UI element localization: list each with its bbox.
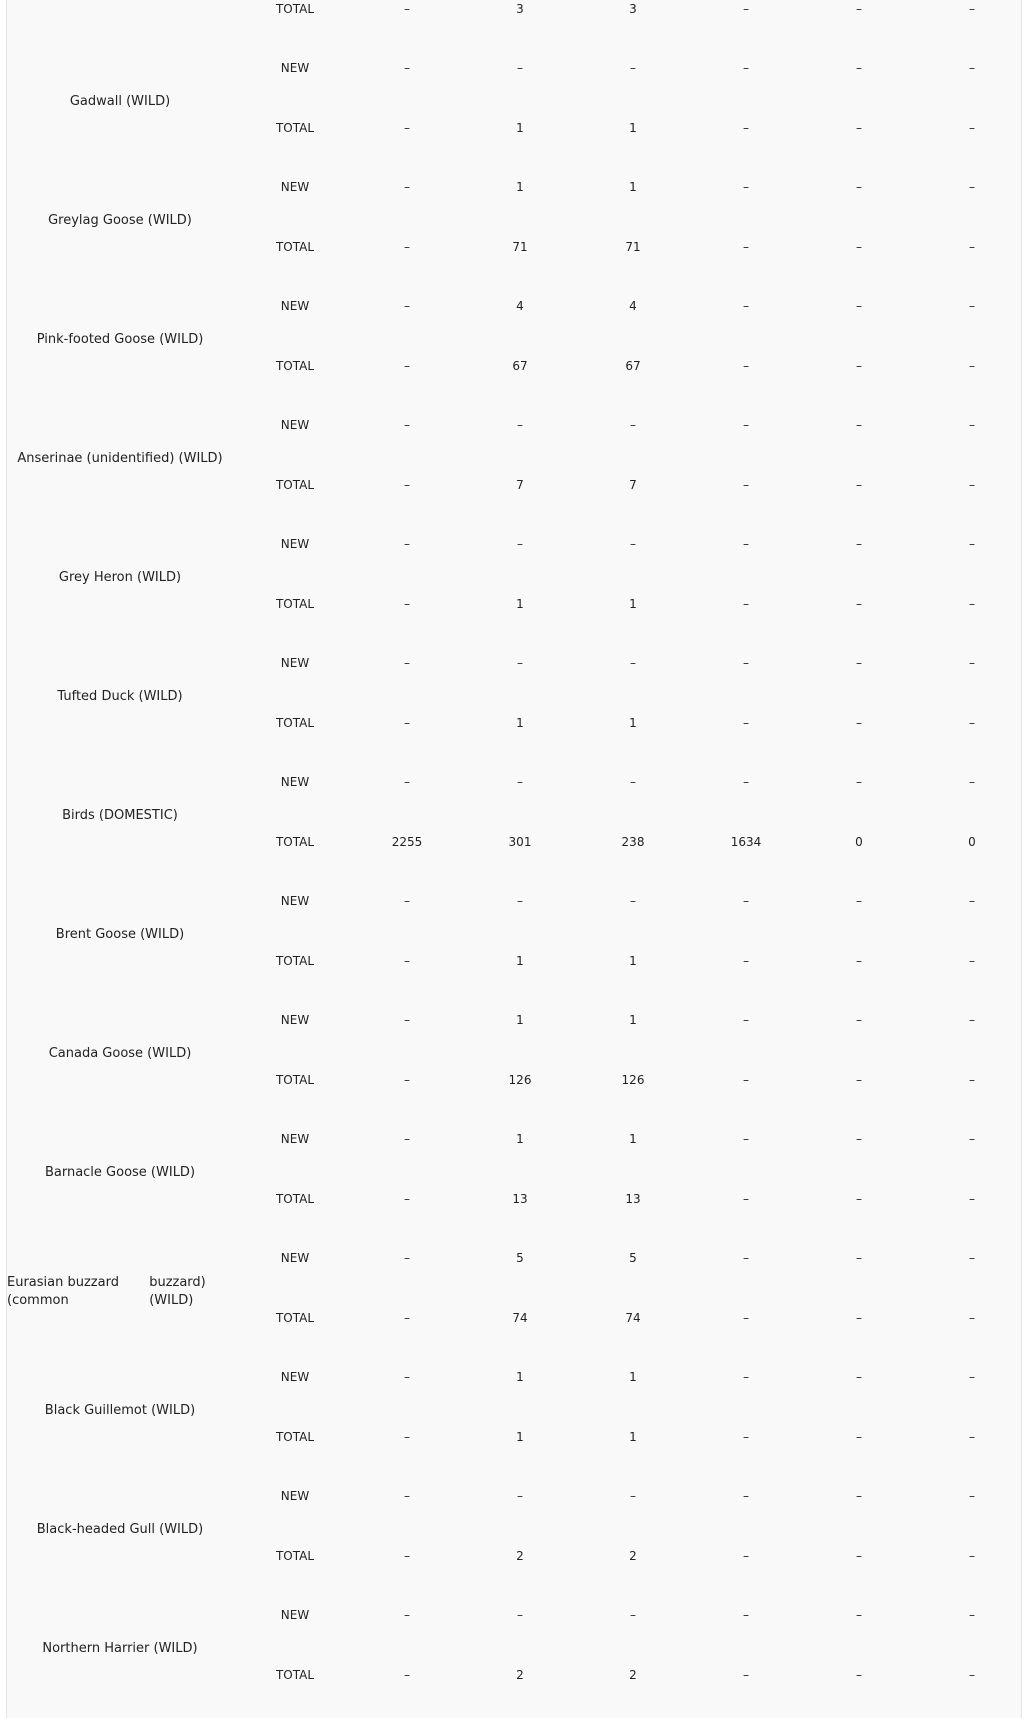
count-cell: – — [969, 1251, 975, 1265]
count-cell: – — [404, 656, 410, 670]
species-name: Gadwall (WILD) — [69, 93, 171, 109]
count-cell: 1 — [629, 1132, 637, 1146]
count-cell: 1 — [516, 1370, 524, 1384]
species-row — [7, 1470, 1021, 1589]
count-cell: – — [743, 1668, 749, 1682]
species-row — [7, 280, 1021, 399]
total-label: TOTAL — [275, 597, 315, 611]
count-cell: 1634 — [730, 835, 762, 849]
total-label: TOTAL — [275, 121, 315, 135]
species-row — [7, 0, 1021, 42]
new-label: NEW — [280, 1370, 310, 1384]
species-row — [7, 756, 1021, 875]
count-cell: – — [743, 180, 749, 194]
new-counts-row — [233, 653, 1021, 673]
count-cell: – — [743, 1013, 749, 1027]
count-cell: – — [404, 180, 410, 194]
species-name: Anserinae (unidentified) (WILD) — [17, 450, 223, 466]
count-cell: – — [404, 954, 410, 968]
species-name-line: Eurasian buzzard (common — [7, 1274, 119, 1308]
count-cell: – — [969, 1132, 975, 1146]
count-cell: 1 — [629, 597, 637, 611]
count-cell: – — [856, 1608, 862, 1622]
count-cell: – — [743, 1311, 749, 1325]
count-cell: – — [969, 1013, 975, 1027]
count-cell: – — [743, 61, 749, 75]
species-row — [7, 875, 1021, 994]
count-cell: 1 — [629, 121, 637, 135]
count-cell: – — [856, 1132, 862, 1146]
count-cell: 3 — [516, 2, 524, 16]
total-label: TOTAL — [275, 716, 315, 730]
count-cell: – — [856, 1370, 862, 1384]
count-cell: – — [517, 61, 523, 75]
count-cell: 0 — [968, 835, 976, 849]
count-cell: – — [743, 359, 749, 373]
count-cell: – — [517, 656, 523, 670]
count-cell: 5 — [516, 1251, 524, 1265]
count-cell: – — [404, 299, 410, 313]
count-cell: 1 — [629, 1013, 637, 1027]
count-cell: – — [743, 1132, 749, 1146]
count-cell: 1 — [516, 1013, 524, 1027]
count-cell: – — [404, 240, 410, 254]
count-cell: – — [969, 1311, 975, 1325]
count-cell: – — [969, 240, 975, 254]
count-cell: – — [969, 359, 975, 373]
species-name-line: buzzard) (WILD) — [149, 1274, 206, 1308]
species-row — [7, 1113, 1021, 1232]
species-name: Black-headed Gull (WILD) — [36, 1521, 204, 1537]
new-label: NEW — [280, 894, 310, 908]
count-cell: – — [743, 716, 749, 730]
count-cell: – — [743, 478, 749, 492]
count-cell: 126 — [621, 1073, 645, 1087]
count-cell: – — [969, 597, 975, 611]
new-counts-row — [233, 415, 1021, 435]
new-counts-row — [233, 891, 1021, 911]
count-cell: – — [856, 537, 862, 551]
species-name: Barnacle Goose (WILD) — [44, 1164, 196, 1180]
count-cell: – — [404, 121, 410, 135]
count-cell: – — [404, 1013, 410, 1027]
count-cell: – — [404, 359, 410, 373]
species-name — [7, 1232, 233, 1351]
new-counts-row — [233, 772, 1021, 792]
count-cell: – — [630, 894, 636, 908]
count-cell: – — [856, 716, 862, 730]
total-label: TOTAL — [275, 1549, 315, 1563]
count-cell: – — [743, 775, 749, 789]
count-cell: – — [969, 2, 975, 16]
species-name: Pink-footed Goose (WILD) — [36, 331, 204, 347]
count-cell: – — [856, 1549, 862, 1563]
count-cell: – — [856, 478, 862, 492]
total-counts-row — [233, 356, 1021, 376]
count-cell: – — [404, 597, 410, 611]
count-cell: – — [743, 1430, 749, 1444]
count-cell: 1 — [629, 716, 637, 730]
count-cell: 7 — [629, 478, 637, 492]
count-cell: – — [517, 418, 523, 432]
count-cell: 1 — [516, 1430, 524, 1444]
count-cell: 1 — [516, 716, 524, 730]
species-name: Northern Harrier (WILD) — [42, 1640, 198, 1656]
count-cell: 1 — [516, 180, 524, 194]
total-label: TOTAL — [275, 478, 315, 492]
table-body — [7, 0, 1021, 1708]
new-counts-row — [233, 1010, 1021, 1030]
count-cell: – — [856, 894, 862, 908]
count-cell: – — [969, 418, 975, 432]
count-cell: – — [743, 1549, 749, 1563]
total-counts-row — [233, 951, 1021, 971]
total-label: TOTAL — [275, 2, 315, 16]
count-cell: – — [630, 775, 636, 789]
new-label: NEW — [280, 1608, 310, 1622]
count-cell: – — [969, 716, 975, 730]
total-counts-row — [233, 0, 1021, 19]
count-cell: 7 — [516, 478, 524, 492]
count-cell: – — [404, 894, 410, 908]
species-name — [7, 0, 233, 42]
new-label: NEW — [280, 1489, 310, 1503]
species-row — [7, 399, 1021, 518]
new-label: NEW — [280, 775, 310, 789]
count-cell: – — [856, 359, 862, 373]
count-cell: – — [517, 1608, 523, 1622]
count-cell: 74 — [625, 1311, 641, 1325]
count-cell: – — [404, 1549, 410, 1563]
total-counts-row — [233, 832, 1021, 852]
new-counts-row — [233, 1605, 1021, 1625]
species-row — [7, 637, 1021, 756]
count-cell: – — [630, 61, 636, 75]
count-cell: 71 — [625, 240, 641, 254]
count-cell: – — [404, 1311, 410, 1325]
count-cell: – — [743, 1073, 749, 1087]
count-cell: – — [630, 537, 636, 551]
count-cell: – — [856, 775, 862, 789]
count-cell: – — [969, 894, 975, 908]
count-cell: – — [404, 716, 410, 730]
count-cell: – — [969, 1370, 975, 1384]
count-cell: – — [856, 597, 862, 611]
species-row — [7, 518, 1021, 637]
count-cell: 2 — [516, 1549, 524, 1563]
new-counts-row — [233, 534, 1021, 554]
count-cell: 13 — [512, 1192, 528, 1206]
count-cell: 1 — [629, 1370, 637, 1384]
count-cell: – — [743, 121, 749, 135]
count-cell: 1 — [516, 597, 524, 611]
count-cell: 74 — [512, 1311, 528, 1325]
count-cell: 67 — [512, 359, 528, 373]
count-cell: – — [969, 1549, 975, 1563]
count-cell: 2 — [629, 1549, 637, 1563]
count-cell: – — [630, 418, 636, 432]
new-counts-row — [233, 58, 1021, 78]
new-counts-row — [233, 1486, 1021, 1506]
species-name: Canada Goose (WILD) — [48, 1045, 192, 1061]
total-label: TOTAL — [275, 240, 315, 254]
count-cell: 67 — [625, 359, 641, 373]
count-cell: 238 — [621, 835, 645, 849]
count-cell: – — [517, 537, 523, 551]
count-cell: – — [404, 1489, 410, 1503]
count-cell: – — [404, 478, 410, 492]
count-cell: 301 — [508, 835, 532, 849]
count-cell: – — [743, 299, 749, 313]
count-cell: – — [856, 299, 862, 313]
count-cell: – — [969, 1608, 975, 1622]
count-cell: 1 — [516, 954, 524, 968]
total-counts-row — [233, 1427, 1021, 1447]
count-cell: – — [743, 418, 749, 432]
new-label: NEW — [280, 656, 310, 670]
total-counts-row — [233, 594, 1021, 614]
count-cell: – — [517, 894, 523, 908]
count-cell: – — [856, 240, 862, 254]
new-counts-row — [233, 1129, 1021, 1149]
count-cell: – — [969, 1668, 975, 1682]
new-counts-row — [233, 1248, 1021, 1268]
count-cell: – — [743, 954, 749, 968]
total-counts-row — [233, 118, 1021, 138]
species-row — [7, 161, 1021, 280]
total-counts-row — [233, 1070, 1021, 1090]
count-cell: 5 — [629, 1251, 637, 1265]
count-cell: – — [404, 1370, 410, 1384]
count-cell: – — [856, 1430, 862, 1444]
count-cell: – — [969, 1489, 975, 1503]
count-cell: – — [404, 61, 410, 75]
count-cell: – — [743, 1192, 749, 1206]
count-cell: – — [856, 1668, 862, 1682]
count-cell: – — [856, 1251, 862, 1265]
count-cell: – — [517, 775, 523, 789]
count-cell: – — [969, 954, 975, 968]
count-cell: – — [404, 537, 410, 551]
count-cell: – — [743, 1370, 749, 1384]
count-cell: – — [856, 121, 862, 135]
species-row — [7, 1232, 1021, 1351]
total-label: TOTAL — [275, 1668, 315, 1682]
count-cell: 1 — [629, 180, 637, 194]
count-cell: – — [404, 1192, 410, 1206]
count-cell: 1 — [629, 954, 637, 968]
total-label: TOTAL — [275, 1311, 315, 1325]
count-cell: – — [856, 1489, 862, 1503]
total-label: TOTAL — [275, 1073, 315, 1087]
count-cell: – — [630, 1608, 636, 1622]
total-counts-row — [233, 1665, 1021, 1685]
new-label: NEW — [280, 61, 310, 75]
count-cell: – — [743, 240, 749, 254]
new-label: NEW — [280, 299, 310, 313]
count-cell: – — [969, 180, 975, 194]
species-row — [7, 994, 1021, 1113]
total-counts-row — [233, 1189, 1021, 1209]
count-cell: 0 — [855, 835, 863, 849]
new-label: NEW — [280, 1251, 310, 1265]
total-counts-row — [233, 1308, 1021, 1328]
new-label: NEW — [280, 418, 310, 432]
count-cell: – — [404, 1668, 410, 1682]
count-cell: – — [856, 2, 862, 16]
count-cell: – — [969, 299, 975, 313]
count-cell: – — [969, 1430, 975, 1444]
count-cell: – — [969, 1073, 975, 1087]
total-counts-row — [233, 713, 1021, 733]
count-cell: – — [743, 597, 749, 611]
count-cell: 2 — [516, 1668, 524, 1682]
count-cell: – — [517, 1489, 523, 1503]
new-label: NEW — [280, 537, 310, 551]
count-cell: – — [856, 1192, 862, 1206]
species-row — [7, 1589, 1021, 1708]
total-counts-row — [233, 237, 1021, 257]
total-label: TOTAL — [275, 1192, 315, 1206]
total-label: TOTAL — [275, 835, 315, 849]
count-cell: – — [404, 1073, 410, 1087]
species-row — [7, 42, 1021, 161]
count-cell: – — [856, 1013, 862, 1027]
count-cell: – — [743, 537, 749, 551]
new-counts-row — [233, 177, 1021, 197]
species-name: Grey Heron (WILD) — [58, 569, 182, 585]
species-name: Birds (DOMESTIC) — [62, 807, 178, 823]
count-cell: 4 — [629, 299, 637, 313]
count-cell: – — [969, 478, 975, 492]
count-cell: – — [856, 1073, 862, 1087]
count-cell: – — [743, 2, 749, 16]
count-cell: – — [404, 1132, 410, 1146]
new-label: NEW — [280, 1132, 310, 1146]
count-cell: – — [969, 537, 975, 551]
count-cell: – — [404, 2, 410, 16]
count-cell: 13 — [625, 1192, 641, 1206]
new-label: NEW — [280, 1013, 310, 1027]
count-cell: 2255 — [391, 835, 423, 849]
count-cell: – — [743, 656, 749, 670]
count-cell: 1 — [516, 1132, 524, 1146]
count-cell: – — [404, 1608, 410, 1622]
count-cell: – — [969, 656, 975, 670]
count-cell: 1 — [629, 1430, 637, 1444]
outbreak-table — [6, 0, 1022, 1718]
total-counts-row — [233, 1546, 1021, 1566]
species-name: Tufted Duck (WILD) — [57, 688, 183, 704]
count-cell: – — [856, 418, 862, 432]
count-cell: – — [856, 180, 862, 194]
count-cell: – — [969, 61, 975, 75]
count-cell: – — [856, 61, 862, 75]
species-name: Greylag Goose (WILD) — [48, 212, 192, 228]
count-cell: – — [743, 1608, 749, 1622]
count-cell: 2 — [629, 1668, 637, 1682]
count-cell: – — [630, 1489, 636, 1503]
count-cell: 126 — [508, 1073, 532, 1087]
count-cell: – — [856, 656, 862, 670]
new-counts-row — [233, 1367, 1021, 1387]
count-cell: – — [856, 954, 862, 968]
count-cell: 3 — [629, 2, 637, 16]
count-cell: – — [856, 1311, 862, 1325]
count-cell: – — [404, 1251, 410, 1265]
count-cell: – — [404, 1430, 410, 1444]
count-cell: 4 — [516, 299, 524, 313]
count-cell: – — [743, 894, 749, 908]
species-name: Black Guillemot (WILD) — [44, 1402, 196, 1418]
total-label: TOTAL — [275, 1430, 315, 1444]
count-cell: 1 — [516, 121, 524, 135]
total-counts-row — [233, 475, 1021, 495]
count-cell: – — [404, 775, 410, 789]
count-cell: – — [743, 1489, 749, 1503]
count-cell: – — [743, 1251, 749, 1265]
species-name: Brent Goose (WILD) — [55, 926, 185, 942]
count-cell: – — [969, 1192, 975, 1206]
count-cell: – — [969, 121, 975, 135]
total-label: TOTAL — [275, 954, 315, 968]
count-cell: 71 — [512, 240, 528, 254]
count-cell: – — [404, 418, 410, 432]
species-row — [7, 1351, 1021, 1470]
total-label: TOTAL — [275, 359, 315, 373]
new-label: NEW — [280, 180, 310, 194]
count-cell: – — [630, 656, 636, 670]
new-counts-row — [233, 296, 1021, 316]
count-cell: – — [969, 775, 975, 789]
